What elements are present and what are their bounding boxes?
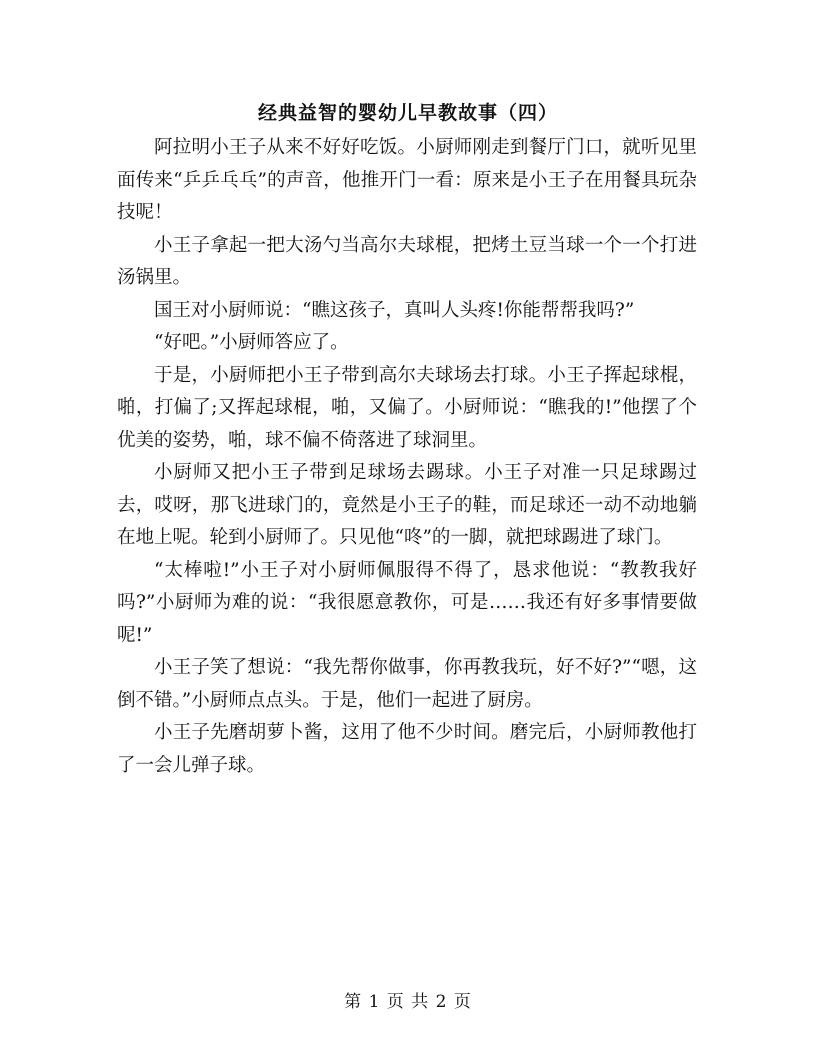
paragraph: 小王子笑了想说：“我先帮你做事，你再教我玩，好不好?”“嗯，这倒不错。”小厨师点点头。于是，他们一起进了厨房。: [117, 657, 697, 711]
paragraph: “好吧。”小厨师答应了。: [154, 332, 349, 353]
paragraph: “太棒啦!”小王子对小厨师佩服得不得了，恳求他说：“教教我好吗?”小厨师为难的说：“我很愿意教你，可是……我还有好多事情要做呢!”: [117, 559, 697, 646]
page-number: 第 1 页 共 2 页: [344, 992, 472, 1012]
paragraph: 于是，小厨师把小王子带到高尔夫球场去打球。小王子挥起球棍，啪，打偏了;又挥起球棍，啪，又偏了。小厨师说：“瞧我的!”他摆了个优美的姿势，啪，球不偏不倚落进了球洞里。: [117, 364, 697, 451]
document-body: [117, 132, 697, 782]
paragraph: 小王子先磨胡萝卜酱，这用了他不少时间。磨完后，小厨师教他打了一会儿弹子球。: [117, 722, 697, 776]
paragraph: 小厨师又把小王子带到足球场去踢球。小王子对准一只足球踢过去，哎呀，那飞进球门的，竟然是小王子的鞋，而足球还一动不动地躺在地上呢。轮到小厨师了。只见他“咚”的一脚，就把球踢进了球门。: [117, 462, 697, 548]
paragraph: 国王对小厨师说：“瞧这孩子，真叫人头疼!你能帮帮我吗?”: [154, 299, 635, 321]
paragraph: 小王子拿起一把大汤勺当高尔夫球棍，把烤土豆当球一个一个打进汤锅里。: [117, 234, 697, 288]
paragraph: 阿拉明小王子从来不好好吃饭。小厨师刚走到餐厅门口，就听见里面传来“乒乒乓乓”的声音，他推开门一看：原来是小王子在用餐具玩杂技呢！: [117, 137, 697, 223]
document-title: 经典益智的婴幼儿早教故事（四）: [257, 102, 558, 124]
